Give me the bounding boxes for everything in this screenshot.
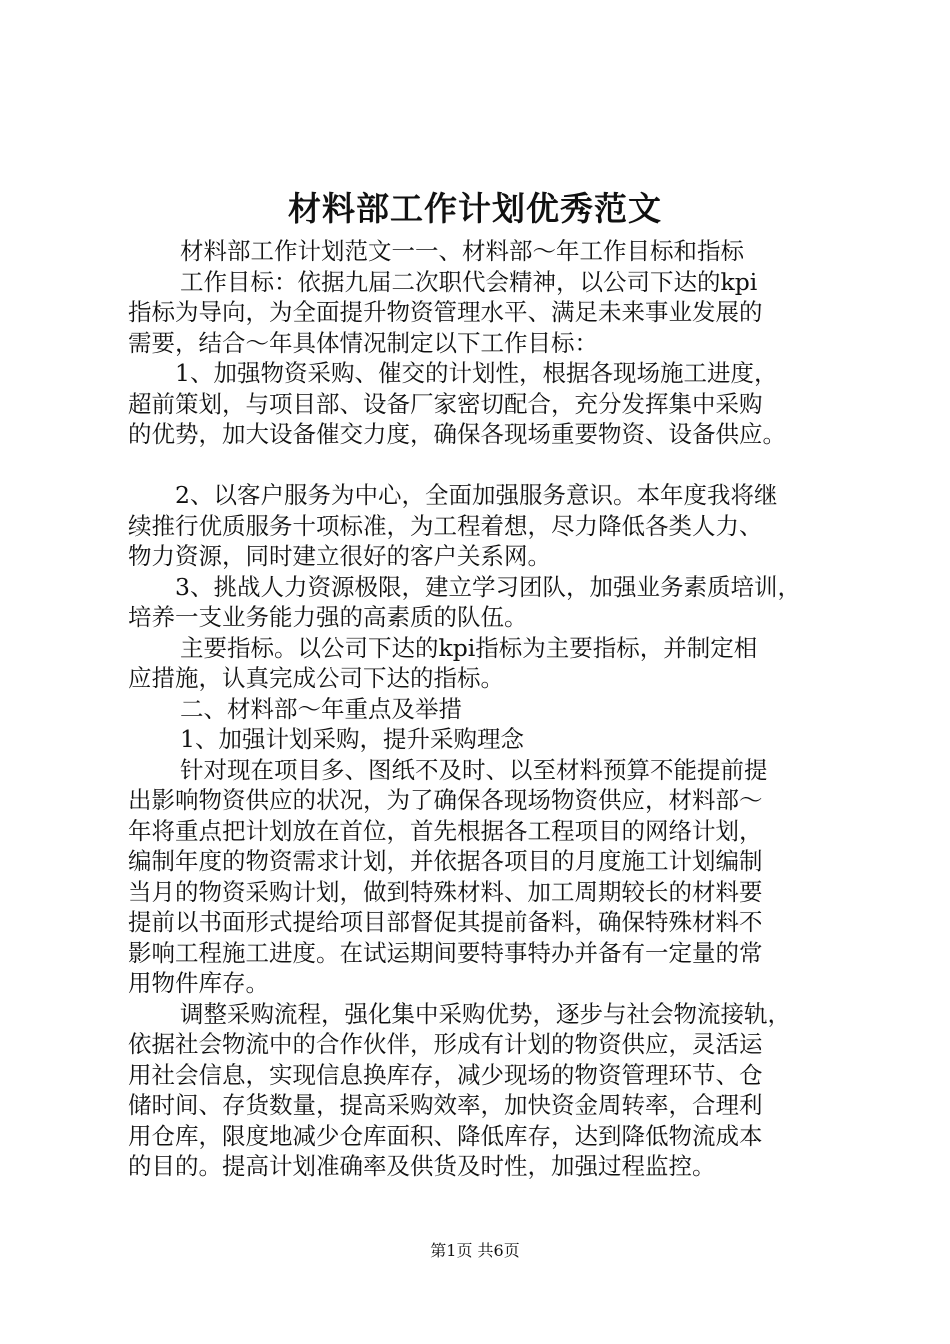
body-line: 2、以客户服务为中心，全面加强服务意识。本年度我将继	[175, 481, 778, 509]
body-line: 出影响物资供应的状况，为了确保各现场物资供应，材料部～	[128, 786, 763, 814]
body-line: 续推行优质服务十项标准，为工程着想，尽力降低各类人力、	[128, 511, 763, 540]
body-line: 1、加强物资采购、催交的计划性，根据各现场施工进度，	[175, 359, 778, 387]
body-line: 提前以书面形式提给项目部督促其提前备料，确保特殊材料不	[128, 908, 763, 936]
body-line: 工作目标：依据九届二次职代会精神，以公司下达的kpi	[180, 267, 758, 296]
body-line: 针对现在项目多、图纸不及时、以至材料预算不能提前提	[180, 755, 768, 784]
page-number-footer: 第1页 共6页	[430, 1241, 520, 1260]
body-line: 用物件库存。	[128, 969, 269, 997]
body-line: 指标为导向，为全面提升物资管理水平、满足未来事业发展的	[128, 298, 763, 326]
blank-line	[128, 450, 840, 481]
body-line: 培养一支业务能力强的高素质的队伍。	[128, 603, 528, 631]
body-line: 的优势，加大设备催交力度，确保各现场重要物资、设备供应。	[128, 420, 786, 448]
document-body	[128, 236, 840, 1182]
body-line: 应措施，认真完成公司下达的指标。	[128, 664, 504, 692]
body-line: 需要，结合～年具体情况制定以下工作目标：	[128, 328, 598, 357]
body-line: 超前策划，与项目部、设备厂家密切配合，充分发挥集中采购	[128, 389, 763, 418]
body-line: 依据社会物流中的合作伙伴，形成有计划的物资供应，灵活运	[128, 1030, 763, 1058]
body-line: 当月的物资采购计划，做到特殊材料、加工周期较长的材料要	[128, 877, 763, 906]
body-line: 用社会信息，实现信息换库存，减少现场的物资管理环节、仓	[128, 1060, 763, 1089]
body-line: 调整采购流程，强化集中采购优势，逐步与社会物流接轨，	[180, 999, 791, 1028]
body-line: 影响工程施工进度。在试运期间要特事特办并备有一定量的常	[128, 938, 763, 967]
body-line: 3、挑战人力资源极限，建立学习团队，加强业务素质培训，	[175, 572, 801, 601]
body-line: 年将重点把计划放在首位，首先根据各工程项目的网络计划，	[128, 816, 763, 845]
document-title: 材料部工作计划优秀范文	[288, 189, 662, 228]
body-line: 储时间、存货数量，提高采购效率，加快资金周转率，合理利	[128, 1091, 763, 1119]
body-line: 物力资源，同时建立很好的客户关系网。	[128, 542, 551, 570]
body-line: 二、材料部～年重点及举措	[180, 694, 462, 723]
body-line: 主要指标。以公司下达的kpi指标为主要指标，并制定相	[180, 633, 758, 662]
body-line: 编制年度的物资需求计划，并依据各项目的月度施工计划编制	[128, 847, 763, 875]
body-line: 的目的。提高计划准确率及供货及时性，加强过程监控。	[128, 1152, 716, 1180]
body-line: 1、加强计划采购，提升采购理念	[180, 725, 524, 753]
body-line: 用仓库，限度地减少仓库面积、降低库存，达到降低物流成本	[128, 1121, 763, 1150]
body-line: 材料部工作计划范文一一、材料部～年工作目标和指标	[180, 237, 744, 265]
